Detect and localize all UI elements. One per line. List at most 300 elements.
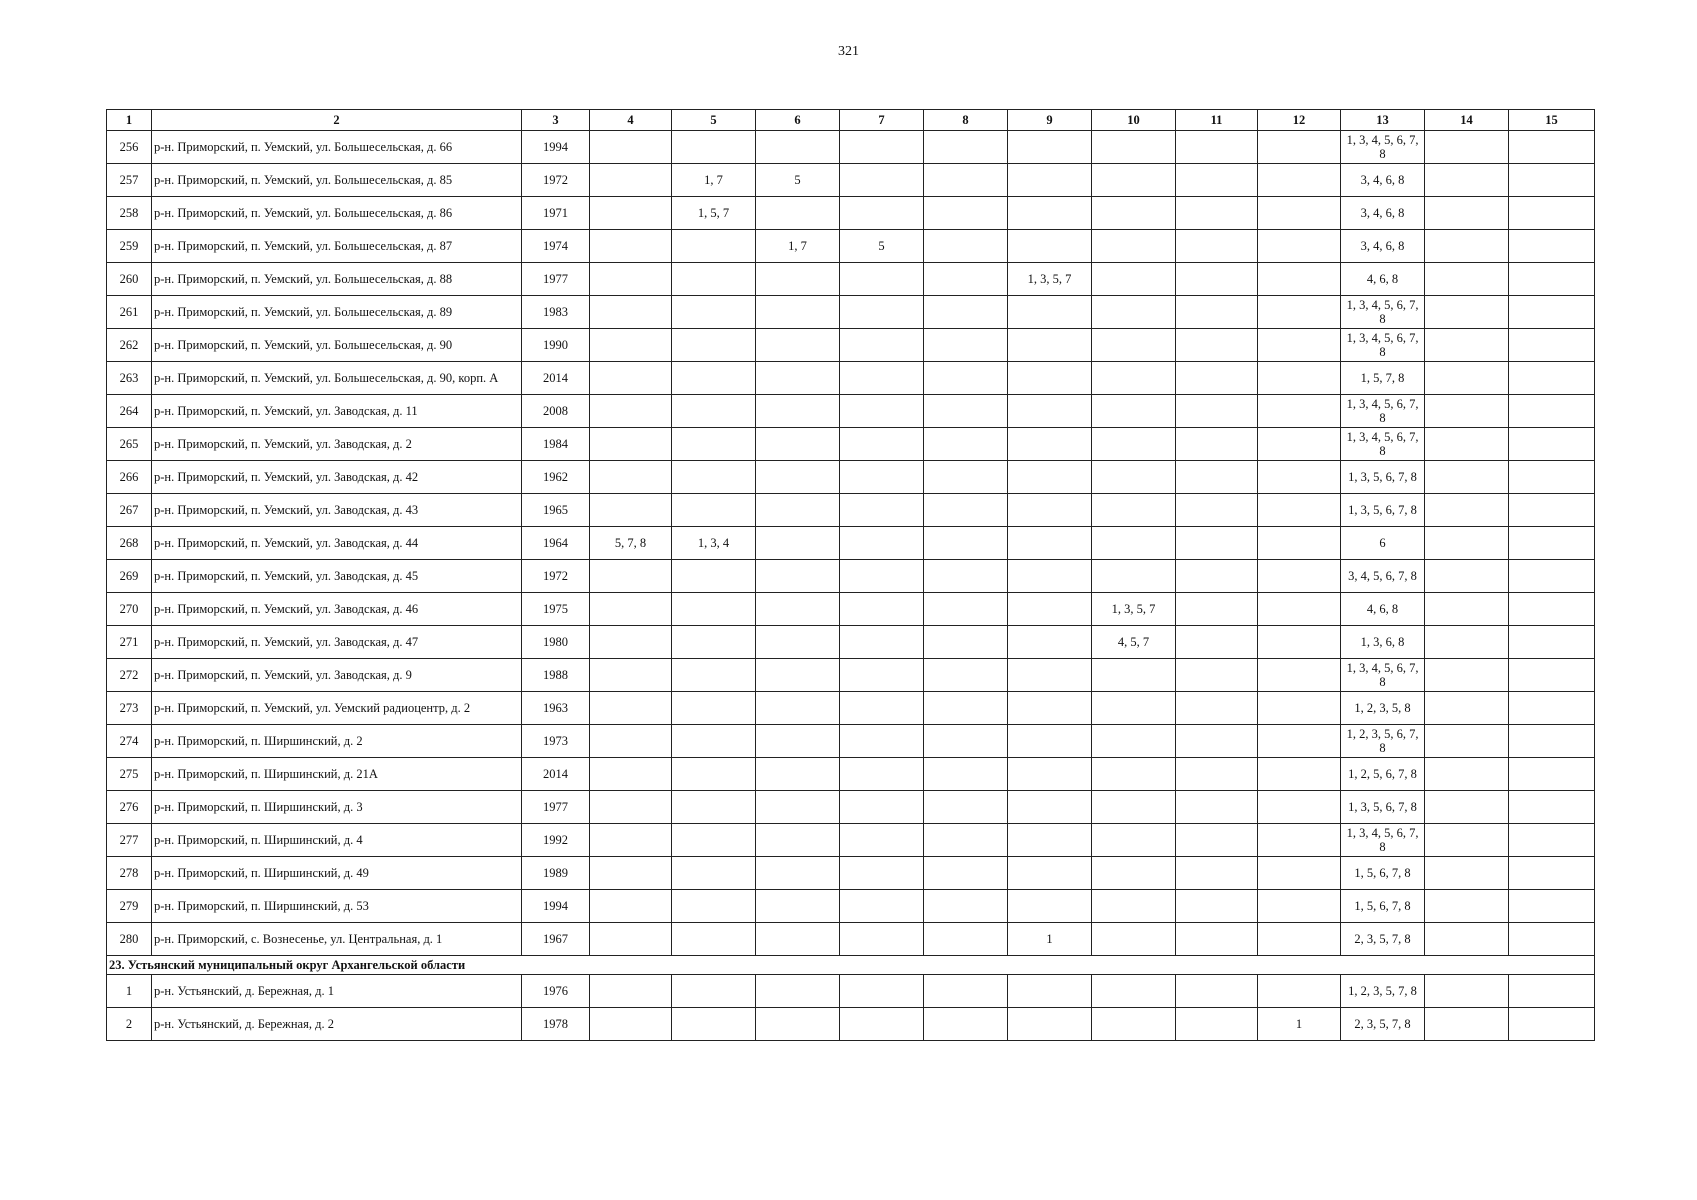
table-row <box>107 593 1595 626</box>
value-cell-6 <box>756 692 840 725</box>
value-cell-6 <box>756 428 840 461</box>
year-cell: 1978 <box>522 1008 590 1041</box>
value-cell-5 <box>672 329 756 362</box>
value-cell-11 <box>1176 857 1258 890</box>
value-cell-8 <box>924 975 1008 1008</box>
row-number-cell: 256 <box>107 131 152 164</box>
value-cell-7 <box>840 692 924 725</box>
value-cell-4 <box>590 461 672 494</box>
row-number-cell: 263 <box>107 362 152 395</box>
value-cell-12 <box>1258 164 1341 197</box>
value-cell-14 <box>1425 692 1509 725</box>
value-cell-12 <box>1258 758 1341 791</box>
value-cell-15 <box>1509 725 1595 758</box>
year-cell: 1990 <box>522 329 590 362</box>
value-cell-15 <box>1509 692 1595 725</box>
value-cell-13: 1, 3, 4, 5, 6, 7, 8 <box>1341 296 1425 329</box>
row-number-cell: 270 <box>107 593 152 626</box>
value-cell-7 <box>840 395 924 428</box>
value-cell-6 <box>756 791 840 824</box>
value-cell-8 <box>924 692 1008 725</box>
value-cell-10 <box>1092 659 1176 692</box>
value-cell-8 <box>924 725 1008 758</box>
value-cell-8 <box>924 131 1008 164</box>
value-cell-5 <box>672 230 756 263</box>
value-cell-7 <box>840 164 924 197</box>
row-number-cell: 259 <box>107 230 152 263</box>
value-cell-8 <box>924 230 1008 263</box>
row-number-cell: 2 <box>107 1008 152 1041</box>
value-cell-14 <box>1425 395 1509 428</box>
value-cell-5 <box>672 461 756 494</box>
value-cell-5 <box>672 890 756 923</box>
value-cell-12 <box>1258 428 1341 461</box>
value-cell-13: 1, 3, 4, 5, 6, 7, 8 <box>1341 131 1425 164</box>
value-cell-12 <box>1258 824 1341 857</box>
address-cell: р-н. Приморский, п. Ширшинский, д. 3 <box>152 791 522 824</box>
value-cell-6 <box>756 659 840 692</box>
row-number-cell: 273 <box>107 692 152 725</box>
value-cell-12 <box>1258 923 1341 956</box>
value-cell-8 <box>924 197 1008 230</box>
value-cell-10 <box>1092 164 1176 197</box>
value-cell-11 <box>1176 131 1258 164</box>
value-cell-5 <box>672 923 756 956</box>
value-cell-9 <box>1008 362 1092 395</box>
value-cell-5 <box>672 428 756 461</box>
value-cell-10 <box>1092 461 1176 494</box>
value-cell-12 <box>1258 890 1341 923</box>
value-cell-6 <box>756 494 840 527</box>
address-cell: р-н. Устьянский, д. Бережная, д. 2 <box>152 1008 522 1041</box>
value-cell-12 <box>1258 296 1341 329</box>
value-cell-7 <box>840 362 924 395</box>
value-cell-5 <box>672 791 756 824</box>
value-cell-4 <box>590 923 672 956</box>
value-cell-13: 3, 4, 6, 8 <box>1341 164 1425 197</box>
year-cell: 1994 <box>522 890 590 923</box>
value-cell-10 <box>1092 824 1176 857</box>
value-cell-6: 5 <box>756 164 840 197</box>
address-cell: р-н. Приморский, п. Уемский, ул. Заводская, д. 47 <box>152 626 522 659</box>
value-cell-11 <box>1176 659 1258 692</box>
table-row <box>107 131 1595 164</box>
value-cell-14 <box>1425 461 1509 494</box>
value-cell-8 <box>924 824 1008 857</box>
value-cell-10 <box>1092 692 1176 725</box>
value-cell-12 <box>1258 659 1341 692</box>
value-cell-13: 1, 5, 6, 7, 8 <box>1341 857 1425 890</box>
value-cell-4 <box>590 131 672 164</box>
row-number-cell: 260 <box>107 263 152 296</box>
value-cell-13: 1, 2, 3, 5, 8 <box>1341 692 1425 725</box>
value-cell-13: 1, 3, 4, 5, 6, 7, 8 <box>1341 428 1425 461</box>
value-cell-5 <box>672 659 756 692</box>
value-cell-11 <box>1176 725 1258 758</box>
value-cell-5 <box>672 857 756 890</box>
value-cell-12 <box>1258 230 1341 263</box>
value-cell-15 <box>1509 758 1595 791</box>
value-cell-5: 1, 3, 4 <box>672 527 756 560</box>
value-cell-4 <box>590 362 672 395</box>
year-cell: 1975 <box>522 593 590 626</box>
value-cell-13: 1, 2, 3, 5, 7, 8 <box>1341 975 1425 1008</box>
value-cell-14 <box>1425 296 1509 329</box>
address-cell: р-н. Приморский, с. Вознесенье, ул. Центральная, д. 1 <box>152 923 522 956</box>
value-cell-5 <box>672 131 756 164</box>
value-cell-6 <box>756 758 840 791</box>
value-cell-13: 1, 2, 3, 5, 6, 7, 8 <box>1341 725 1425 758</box>
value-cell-13: 1, 3, 5, 6, 7, 8 <box>1341 494 1425 527</box>
value-cell-4 <box>590 395 672 428</box>
table-row <box>107 329 1595 362</box>
value-cell-14 <box>1425 659 1509 692</box>
value-cell-5 <box>672 626 756 659</box>
value-cell-9 <box>1008 659 1092 692</box>
value-cell-8 <box>924 494 1008 527</box>
value-cell-13: 1, 3, 5, 6, 7, 8 <box>1341 461 1425 494</box>
table-row <box>107 890 1595 923</box>
value-cell-4 <box>590 164 672 197</box>
value-cell-15 <box>1509 395 1595 428</box>
table-row <box>107 824 1595 857</box>
year-cell: 1994 <box>522 131 590 164</box>
value-cell-14 <box>1425 725 1509 758</box>
value-cell-6 <box>756 923 840 956</box>
address-cell: р-н. Приморский, п. Уемский, ул. Большесельская, д. 86 <box>152 197 522 230</box>
value-cell-9 <box>1008 890 1092 923</box>
value-cell-6 <box>756 296 840 329</box>
row-number-cell: 267 <box>107 494 152 527</box>
value-cell-8 <box>924 923 1008 956</box>
value-cell-14 <box>1425 164 1509 197</box>
year-cell: 2014 <box>522 362 590 395</box>
value-cell-9 <box>1008 758 1092 791</box>
value-cell-4 <box>590 593 672 626</box>
value-cell-5 <box>672 593 756 626</box>
value-cell-11 <box>1176 791 1258 824</box>
value-cell-5 <box>672 494 756 527</box>
column-header-15: 15 <box>1509 110 1595 131</box>
value-cell-11 <box>1176 494 1258 527</box>
value-cell-8 <box>924 890 1008 923</box>
value-cell-5 <box>672 362 756 395</box>
table-row <box>107 395 1595 428</box>
value-cell-4 <box>590 758 672 791</box>
value-cell-15 <box>1509 975 1595 1008</box>
table-row <box>107 230 1595 263</box>
value-cell-6: 1, 7 <box>756 230 840 263</box>
column-header-10: 10 <box>1092 110 1176 131</box>
row-number-cell: 1 <box>107 975 152 1008</box>
value-cell-10 <box>1092 725 1176 758</box>
value-cell-8 <box>924 659 1008 692</box>
value-cell-14 <box>1425 527 1509 560</box>
table-row <box>107 527 1595 560</box>
column-header-12: 12 <box>1258 110 1341 131</box>
year-cell: 1963 <box>522 692 590 725</box>
value-cell-6 <box>756 975 840 1008</box>
value-cell-5 <box>672 824 756 857</box>
value-cell-9 <box>1008 527 1092 560</box>
value-cell-8 <box>924 560 1008 593</box>
row-number-cell: 266 <box>107 461 152 494</box>
row-number-cell: 278 <box>107 857 152 890</box>
value-cell-15 <box>1509 263 1595 296</box>
value-cell-4 <box>590 296 672 329</box>
value-cell-4 <box>590 890 672 923</box>
row-number-cell: 271 <box>107 626 152 659</box>
value-cell-13: 4, 6, 8 <box>1341 593 1425 626</box>
address-cell: р-н. Приморский, п. Ширшинский, д. 21А <box>152 758 522 791</box>
year-cell: 1980 <box>522 626 590 659</box>
value-cell-14 <box>1425 758 1509 791</box>
value-cell-7 <box>840 329 924 362</box>
value-cell-11 <box>1176 362 1258 395</box>
value-cell-4 <box>590 560 672 593</box>
value-cell-13: 2, 3, 5, 7, 8 <box>1341 1008 1425 1041</box>
value-cell-15 <box>1509 560 1595 593</box>
column-header-4: 4 <box>590 110 672 131</box>
value-cell-10 <box>1092 890 1176 923</box>
value-cell-10: 4, 5, 7 <box>1092 626 1176 659</box>
value-cell-5 <box>672 758 756 791</box>
value-cell-15 <box>1509 857 1595 890</box>
year-cell: 1971 <box>522 197 590 230</box>
value-cell-6 <box>756 461 840 494</box>
header-row <box>107 110 1595 131</box>
value-cell-15 <box>1509 527 1595 560</box>
value-cell-11 <box>1176 395 1258 428</box>
value-cell-12 <box>1258 131 1341 164</box>
table-row <box>107 758 1595 791</box>
column-header-9: 9 <box>1008 110 1092 131</box>
value-cell-6 <box>756 890 840 923</box>
value-cell-11 <box>1176 692 1258 725</box>
address-cell: р-н. Приморский, п. Уемский, ул. Заводская, д. 45 <box>152 560 522 593</box>
value-cell-10 <box>1092 527 1176 560</box>
year-cell: 1964 <box>522 527 590 560</box>
value-cell-9 <box>1008 461 1092 494</box>
column-header-14: 14 <box>1425 110 1509 131</box>
value-cell-9 <box>1008 626 1092 659</box>
value-cell-9 <box>1008 230 1092 263</box>
value-cell-13: 1, 3, 4, 5, 6, 7, 8 <box>1341 395 1425 428</box>
table-row <box>107 494 1595 527</box>
value-cell-7: 5 <box>840 230 924 263</box>
value-cell-4 <box>590 329 672 362</box>
value-cell-6 <box>756 560 840 593</box>
value-cell-8 <box>924 791 1008 824</box>
address-cell: р-н. Приморский, п. Ширшинский, д. 2 <box>152 725 522 758</box>
column-header-13: 13 <box>1341 110 1425 131</box>
value-cell-5 <box>672 560 756 593</box>
year-cell: 1988 <box>522 659 590 692</box>
row-number-cell: 275 <box>107 758 152 791</box>
row-number-cell: 258 <box>107 197 152 230</box>
year-cell: 1965 <box>522 494 590 527</box>
address-cell: р-н. Приморский, п. Ширшинский, д. 53 <box>152 890 522 923</box>
value-cell-13: 1, 3, 6, 8 <box>1341 626 1425 659</box>
row-number-cell: 279 <box>107 890 152 923</box>
value-cell-12 <box>1258 329 1341 362</box>
value-cell-9 <box>1008 593 1092 626</box>
value-cell-9 <box>1008 725 1092 758</box>
value-cell-7 <box>840 296 924 329</box>
value-cell-8 <box>924 428 1008 461</box>
value-cell-7 <box>840 197 924 230</box>
value-cell-7 <box>840 494 924 527</box>
row-number-cell: 261 <box>107 296 152 329</box>
row-number-cell: 272 <box>107 659 152 692</box>
value-cell-4 <box>590 1008 672 1041</box>
address-cell: р-н. Приморский, п. Уемский, ул. Заводская, д. 43 <box>152 494 522 527</box>
year-cell: 1972 <box>522 560 590 593</box>
buildings-table <box>106 109 1595 1041</box>
value-cell-8 <box>924 395 1008 428</box>
value-cell-13: 4, 6, 8 <box>1341 263 1425 296</box>
value-cell-7 <box>840 461 924 494</box>
address-cell: р-н. Приморский, п. Уемский, ул. Заводская, д. 2 <box>152 428 522 461</box>
page-number: 321 <box>838 44 859 59</box>
year-cell: 1989 <box>522 857 590 890</box>
value-cell-15 <box>1509 164 1595 197</box>
value-cell-12 <box>1258 791 1341 824</box>
value-cell-4 <box>590 197 672 230</box>
value-cell-6 <box>756 197 840 230</box>
value-cell-10 <box>1092 857 1176 890</box>
address-cell: р-н. Приморский, п. Уемский, ул. Большесельская, д. 90, корп. А <box>152 362 522 395</box>
value-cell-9 <box>1008 131 1092 164</box>
value-cell-4 <box>590 494 672 527</box>
value-cell-12 <box>1258 494 1341 527</box>
value-cell-11 <box>1176 197 1258 230</box>
value-cell-15 <box>1509 593 1595 626</box>
value-cell-11 <box>1176 263 1258 296</box>
value-cell-13: 2, 3, 5, 7, 8 <box>1341 923 1425 956</box>
value-cell-13: 3, 4, 6, 8 <box>1341 230 1425 263</box>
value-cell-9 <box>1008 692 1092 725</box>
year-cell: 1967 <box>522 923 590 956</box>
year-cell: 1976 <box>522 975 590 1008</box>
table-row <box>107 1008 1595 1041</box>
value-cell-12: 1 <box>1258 1008 1341 1041</box>
value-cell-12 <box>1258 263 1341 296</box>
value-cell-6 <box>756 329 840 362</box>
value-cell-10 <box>1092 296 1176 329</box>
value-cell-12 <box>1258 725 1341 758</box>
value-cell-10 <box>1092 560 1176 593</box>
value-cell-11 <box>1176 329 1258 362</box>
value-cell-12 <box>1258 692 1341 725</box>
value-cell-8 <box>924 857 1008 890</box>
value-cell-7 <box>840 857 924 890</box>
value-cell-6 <box>756 263 840 296</box>
table-row <box>107 560 1595 593</box>
value-cell-10 <box>1092 263 1176 296</box>
value-cell-7 <box>840 263 924 296</box>
value-cell-11 <box>1176 626 1258 659</box>
address-cell: р-н. Приморский, п. Уемский, ул. Большесельская, д. 88 <box>152 263 522 296</box>
value-cell-15 <box>1509 824 1595 857</box>
value-cell-5 <box>672 263 756 296</box>
value-cell-10 <box>1092 197 1176 230</box>
value-cell-6 <box>756 824 840 857</box>
section-title: 23. Устьянский муниципальный округ Архангельской области <box>107 956 1595 975</box>
value-cell-11 <box>1176 1008 1258 1041</box>
value-cell-12 <box>1258 461 1341 494</box>
value-cell-4 <box>590 263 672 296</box>
row-number-cell: 277 <box>107 824 152 857</box>
table-row <box>107 296 1595 329</box>
value-cell-14 <box>1425 857 1509 890</box>
value-cell-9 <box>1008 857 1092 890</box>
value-cell-7 <box>840 428 924 461</box>
value-cell-6 <box>756 395 840 428</box>
value-cell-7 <box>840 824 924 857</box>
value-cell-4 <box>590 659 672 692</box>
value-cell-15 <box>1509 791 1595 824</box>
value-cell-15 <box>1509 362 1595 395</box>
address-cell: р-н. Приморский, п. Ширшинский, д. 49 <box>152 857 522 890</box>
value-cell-4 <box>590 230 672 263</box>
value-cell-5: 1, 7 <box>672 164 756 197</box>
value-cell-13: 3, 4, 6, 8 <box>1341 197 1425 230</box>
value-cell-8 <box>924 758 1008 791</box>
value-cell-14 <box>1425 131 1509 164</box>
address-cell: р-н. Приморский, п. Ширшинский, д. 4 <box>152 824 522 857</box>
value-cell-11 <box>1176 428 1258 461</box>
year-cell: 1974 <box>522 230 590 263</box>
value-cell-7 <box>840 890 924 923</box>
value-cell-13: 1, 5, 7, 8 <box>1341 362 1425 395</box>
value-cell-5 <box>672 395 756 428</box>
value-cell-15 <box>1509 428 1595 461</box>
value-cell-8 <box>924 263 1008 296</box>
address-cell: р-н. Приморский, п. Уемский, ул. Заводская, д. 44 <box>152 527 522 560</box>
value-cell-10 <box>1092 791 1176 824</box>
value-cell-11 <box>1176 975 1258 1008</box>
value-cell-14 <box>1425 230 1509 263</box>
row-number-cell: 280 <box>107 923 152 956</box>
value-cell-8 <box>924 296 1008 329</box>
value-cell-7 <box>840 791 924 824</box>
value-cell-11 <box>1176 527 1258 560</box>
value-cell-4 <box>590 791 672 824</box>
year-cell: 1962 <box>522 461 590 494</box>
column-header-7: 7 <box>840 110 924 131</box>
row-number-cell: 268 <box>107 527 152 560</box>
value-cell-15 <box>1509 296 1595 329</box>
address-cell: р-н. Приморский, п. Уемский, ул. Заводская, д. 42 <box>152 461 522 494</box>
table-row <box>107 975 1595 1008</box>
value-cell-7 <box>840 725 924 758</box>
value-cell-7 <box>840 659 924 692</box>
address-cell: р-н. Приморский, п. Уемский, ул. Большесельская, д. 87 <box>152 230 522 263</box>
column-header-2: 2 <box>152 110 522 131</box>
year-cell: 2008 <box>522 395 590 428</box>
row-number-cell: 265 <box>107 428 152 461</box>
value-cell-15 <box>1509 230 1595 263</box>
value-cell-15 <box>1509 890 1595 923</box>
value-cell-5 <box>672 975 756 1008</box>
value-cell-6 <box>756 725 840 758</box>
value-cell-11 <box>1176 923 1258 956</box>
value-cell-15 <box>1509 659 1595 692</box>
value-cell-5 <box>672 296 756 329</box>
table-row <box>107 923 1595 956</box>
value-cell-14 <box>1425 626 1509 659</box>
